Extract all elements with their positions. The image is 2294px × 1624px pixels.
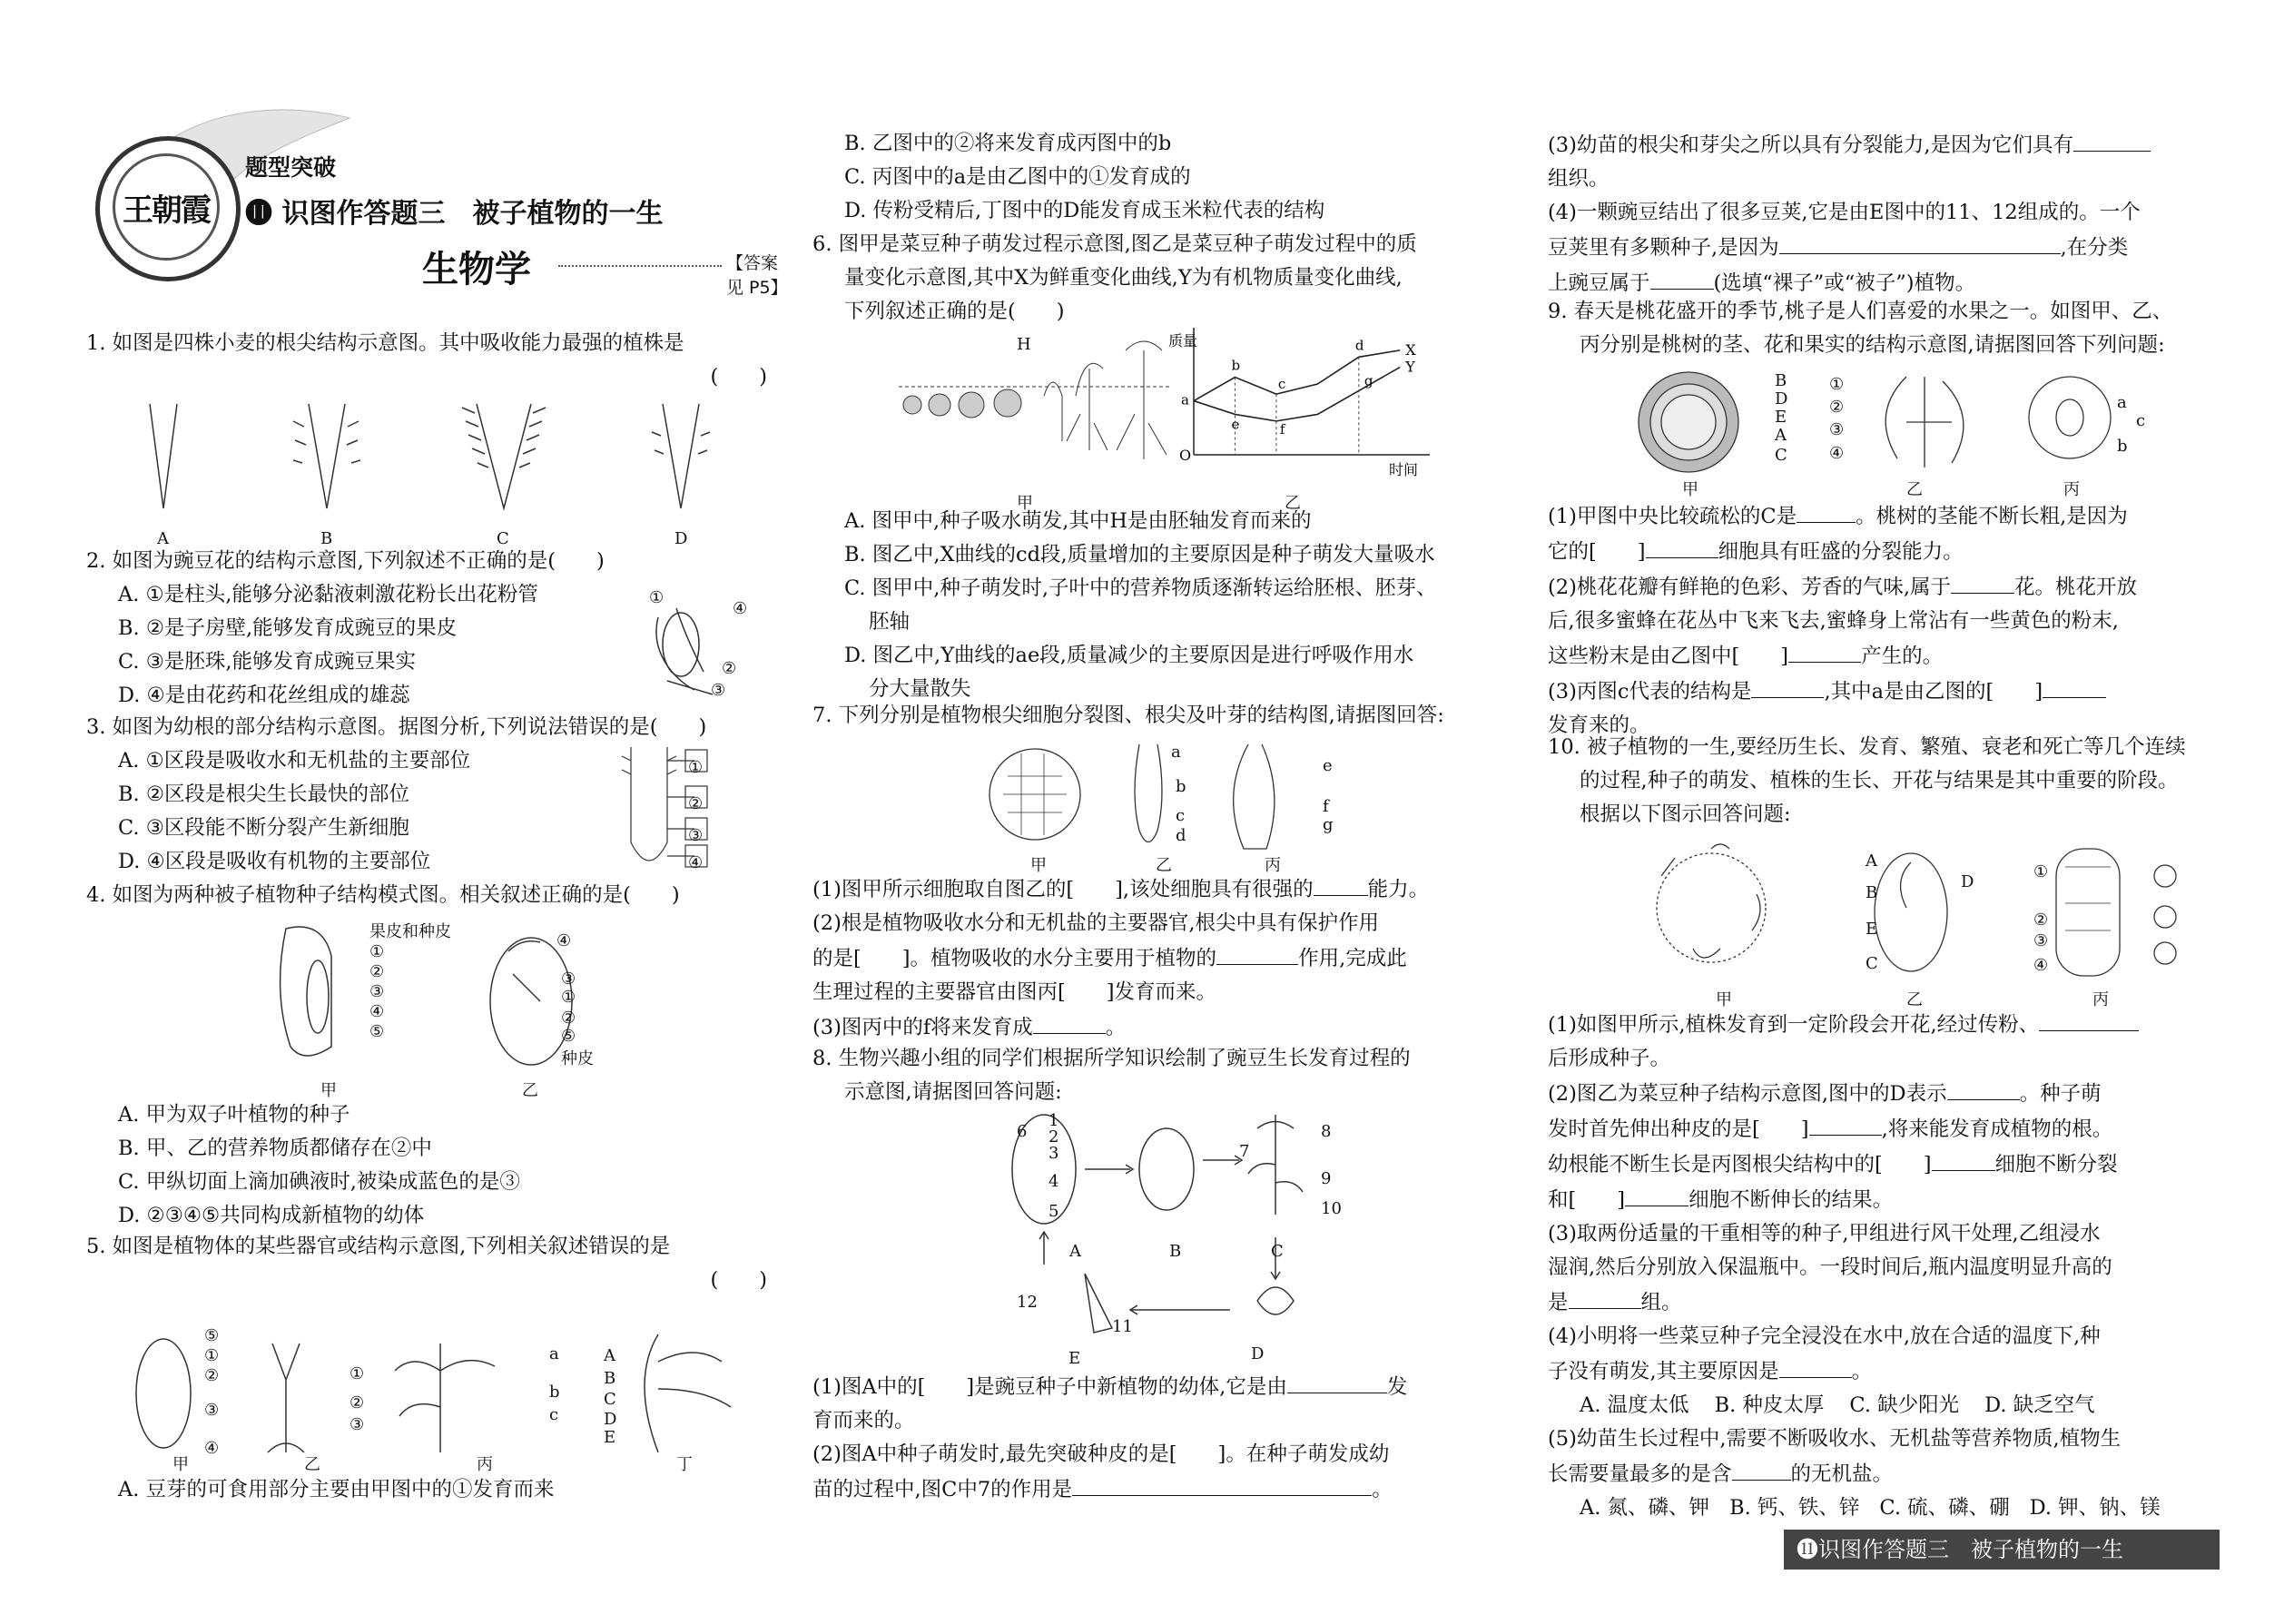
q10-part-4-line-2: 子没有萌发,其主要原因是 。 bbox=[1548, 1353, 2238, 1389]
q3-stem: 3. 如图为幼根的部分结构示意图。据图分析,下列说法错误的是( ) bbox=[86, 715, 707, 739]
q2-fig-label-1: ① bbox=[649, 588, 665, 607]
q10-p5-option-c[interactable]: C. 硫、磷、硼 bbox=[1879, 1496, 2010, 1520]
q5-option-d[interactable]: D. 传粉受精后,丁图中的D能发育成玉米粒代表的结构 bbox=[844, 199, 1325, 222]
q10-part-3-line-3: 是 组。 bbox=[1548, 1284, 2238, 1320]
q7-stem: 7. 下列分别是植物根尖细胞分裂图、根尖及叶芽的结构图,请据图回答: bbox=[812, 704, 1444, 727]
q3-fig-label-4: ④ bbox=[688, 853, 704, 872]
q8-fig-label-2: 2 bbox=[1049, 1127, 1059, 1147]
q10-part-3-line-2: 湿润,然后分别放入保温瓶中。一段时间后,瓶内温度明显升高的 bbox=[1548, 1255, 2112, 1279]
q9-jia-label-e: E bbox=[1775, 408, 1787, 427]
q8-fig-label-12: 12 bbox=[1017, 1293, 1038, 1312]
q8-fig-label-a: A bbox=[1069, 1242, 1081, 1261]
q8-fig-label-d: D bbox=[1251, 1344, 1265, 1363]
q10-p4-option-b[interactable]: B. 种皮太厚 bbox=[1714, 1393, 1825, 1417]
q10-blank-4[interactable] bbox=[1932, 1147, 1995, 1171]
q5-jia-label-4: ④ bbox=[204, 1439, 220, 1458]
q10-part-5-line-1: (5)幼苗生长过程中,需要不断吸收水、无机盐等营养物质,植物生 bbox=[1548, 1427, 2122, 1451]
q3-fig-label-1: ① bbox=[688, 758, 704, 777]
q10-blank-2[interactable] bbox=[1947, 1076, 2020, 1100]
q6-option-c-cont: 胚轴 bbox=[869, 610, 911, 634]
q2-option-b[interactable]: B. ②是子房壁,能够发育成豌豆的果皮 bbox=[118, 616, 458, 640]
q5-answer-paren: ( ) bbox=[710, 1268, 767, 1292]
q9-bing-label-c: c bbox=[2136, 411, 2146, 430]
q10-blank-5[interactable] bbox=[1625, 1182, 1689, 1206]
q5-yi-label-3: ③ bbox=[350, 1415, 365, 1434]
q7-part-2-line-3: 生理过程的主要器官由图丙[ ]发育而来。 bbox=[812, 980, 1217, 1004]
q9-part-3-line-1: (3)丙图c代表的结构是 ,其中a是由乙图的[ ] bbox=[1548, 674, 2238, 709]
q9-jia-label-b: B bbox=[1775, 371, 1787, 390]
origin-label: O bbox=[1179, 447, 1192, 464]
q5-bing-label-b: b bbox=[549, 1383, 560, 1402]
question-4 bbox=[86, 879, 776, 1227]
q10-stem-line-3: 根据以下图示回答问题: bbox=[1580, 802, 1791, 826]
q9-yi-label-1: ① bbox=[1829, 375, 1845, 394]
q8-part-3-line-2: 组织。 bbox=[1548, 167, 1610, 191]
question-3 bbox=[86, 711, 776, 879]
section-badge: 题型突破 bbox=[245, 154, 337, 181]
q5-caption-jia: 甲 bbox=[172, 1455, 189, 1474]
q10-part-2-line-1: (2)图乙为菜豆种子结构示意图,图中的D表示 。种子萌 bbox=[1548, 1076, 2238, 1111]
q10-blank-7[interactable] bbox=[1779, 1353, 1852, 1378]
q5-jia-label-5: ⑤ bbox=[204, 1326, 220, 1345]
q4-caption-jia: 甲 bbox=[320, 1081, 337, 1100]
q8-stem-line-2: 示意图,请据图回答问题: bbox=[844, 1080, 1062, 1104]
q5-caption-ding: 丁 bbox=[676, 1455, 693, 1474]
q4-yi-label-1: ① bbox=[561, 988, 576, 1007]
q8-part-4-line-2: 豆荚里有多颗种子,是因为 ,在分类 bbox=[1548, 230, 2238, 265]
q7-bing-label-f: f bbox=[1323, 797, 1329, 816]
q9-yi-label-3: ③ bbox=[1829, 420, 1845, 439]
q5-ding-label-a: A bbox=[604, 1346, 615, 1365]
q10-p4-option-a[interactable]: A. 温度太低 bbox=[1580, 1393, 1689, 1417]
q1-stem: 1. 如图是四株小麦的根尖结构示意图。其中吸收能力最强的植株是 bbox=[86, 331, 684, 355]
q7-yi-label-a: a bbox=[1171, 743, 1181, 762]
q4-stem: 4. 如图为两种被子植物种子结构模式图。相关叙述正确的是( ) bbox=[86, 883, 680, 907]
q9-part-2-line-3: 这些粉末是由乙图中[ ] 产生的。 bbox=[1548, 638, 2238, 674]
q10-yi-label-d: D bbox=[1961, 872, 1974, 891]
q8-fig-label-3: 3 bbox=[1049, 1144, 1059, 1163]
point-label-b: b bbox=[1231, 357, 1241, 374]
q1-label-d: D bbox=[674, 529, 688, 548]
q8-part-1-line-1: (1)图A中的[ ]是豌豆种子中新植物的幼体,它是由 发 bbox=[812, 1369, 1511, 1404]
q4-jia-label-pericarp: 果皮和种皮 bbox=[369, 922, 451, 941]
mass-change-chart bbox=[1167, 328, 1430, 478]
q4-option-d[interactable]: D. ②③④⑤共同构成新植物的幼体 bbox=[118, 1204, 425, 1227]
column-2 bbox=[812, 0, 1511, 1624]
peach-figure bbox=[1634, 368, 2179, 486]
q7-caption-jia: 甲 bbox=[1030, 856, 1047, 875]
point-label-f: f bbox=[1279, 420, 1285, 438]
q2-fig-label-4: ④ bbox=[733, 599, 748, 618]
q7-yi-label-b: b bbox=[1176, 777, 1186, 796]
question-1 bbox=[86, 327, 776, 548]
q4-jia-label-2: ② bbox=[369, 962, 385, 981]
q8-fig-label-e: E bbox=[1068, 1349, 1081, 1368]
q10-bing-label-1: ① bbox=[2033, 862, 2049, 881]
q9-yi-label-2: ② bbox=[1829, 398, 1845, 417]
q9-blank-4[interactable] bbox=[1788, 638, 1861, 663]
q2-option-a[interactable]: A. ①是柱头,能够分泌黏液刺激花粉长出花粉管 bbox=[118, 583, 538, 606]
q4-jia-label-5: ⑤ bbox=[369, 1022, 385, 1041]
q5-ding-label-b: B bbox=[604, 1369, 616, 1388]
q6-caption-jia: 甲 bbox=[1017, 494, 1033, 513]
q10-blank-1[interactable] bbox=[2039, 1007, 2139, 1031]
q10-p4-option-d[interactable]: D. 缺乏空气 bbox=[1984, 1393, 2095, 1417]
q6-option-a[interactable]: A. 图甲中,种子吸水萌发,其中H是由胚轴发育而来的 bbox=[844, 509, 1312, 533]
q10-part-5-options bbox=[1548, 1491, 2238, 1525]
q8-part-2-line-1: (2)图A中种子萌发时,最先突破种皮的是[ ]。在种子萌发成幼 bbox=[812, 1442, 1390, 1466]
q6-fig-label-h: H bbox=[1017, 335, 1031, 354]
q8-part-4-line-1: (4)一颗豌豆结出了很多豆荚,它是由E图中的11、12组成的。一个 bbox=[1548, 201, 2141, 224]
q1-label-b: B bbox=[320, 529, 333, 548]
question-2 bbox=[86, 545, 776, 713]
q9-yi-label-4: ④ bbox=[1829, 444, 1845, 463]
q5-bing-label-c: c bbox=[549, 1405, 559, 1424]
q9-caption-yi: 乙 bbox=[1906, 480, 1923, 499]
question-9 bbox=[1548, 295, 2238, 737]
q8-fig-label-c: C bbox=[1271, 1242, 1284, 1261]
q6-stem-line-2: 量变化示意图,其中X为鲜重变化曲线,Y为有机物质量变化曲线, bbox=[844, 266, 1403, 290]
q4-caption-yi: 乙 bbox=[522, 1081, 538, 1100]
q7-yi-label-c: c bbox=[1176, 806, 1186, 825]
q9-stem-line-2: 丙分别是桃树的茎、花和果实的结构示意图,请据图回答下列问题: bbox=[1580, 333, 2165, 357]
point-label-c: c bbox=[1277, 376, 1286, 393]
q8-fig-label-11: 11 bbox=[1112, 1317, 1133, 1336]
q8-part-1-line-2: 育而来的。 bbox=[812, 1409, 915, 1432]
q9-stem-line-1: 9. 春天是桃花盛开的季节,桃子是人们喜爱的水果之一。如图甲、乙、 bbox=[1548, 300, 2173, 323]
point-label-d: d bbox=[1354, 337, 1364, 354]
q9-blank-3[interactable] bbox=[1951, 569, 2014, 594]
q6-option-d[interactable]: D. 图乙中,Y曲线的ae段,质量减少的主要原因是进行呼吸作用水 bbox=[844, 644, 1414, 667]
q5-ding-label-c: C bbox=[604, 1390, 616, 1409]
q5-jia-label-3: ③ bbox=[204, 1401, 220, 1420]
question-10 bbox=[1548, 731, 2238, 1520]
q8-fig-label-6: 6 bbox=[1017, 1122, 1028, 1141]
q3-option-d[interactable]: D. ④区段是吸收有机物的主要部位 bbox=[118, 850, 431, 873]
series-label-y: Y bbox=[1405, 358, 1415, 376]
q10-part-4-options bbox=[1548, 1389, 2238, 1422]
q9-part-2-line-1: (2)桃花花瓣有鲜艳的色彩、芳香的气味,属于 花。桃花开放 bbox=[1548, 569, 2238, 605]
q5-yi-label-1: ① bbox=[350, 1364, 365, 1383]
q9-part-1-line-1: (1)甲图中央比较疏松的C是 。桃树的茎能不断长粗,是因为 bbox=[1548, 498, 2238, 534]
q5-caption-bing: 丙 bbox=[477, 1455, 493, 1474]
series-label-x: X bbox=[1405, 340, 1416, 359]
q10-part-1-line-1: (1)如图甲所示,植株发育到一定阶段会开花,经过传粉、 bbox=[1548, 1007, 2238, 1042]
q3-fig-label-3: ③ bbox=[688, 826, 704, 845]
q2-option-c[interactable]: C. ③是胚珠,能够发育成豌豆果实 bbox=[118, 650, 417, 674]
q3-option-a[interactable]: A. ①区段是吸收水和无机盐的主要部位 bbox=[118, 749, 471, 773]
q8-fig-label-7: 7 bbox=[1239, 1142, 1250, 1161]
q5-ding-label-e: E bbox=[604, 1428, 616, 1447]
question-5 bbox=[86, 1230, 776, 1501]
q3-option-b[interactable]: B. ②区段是根尖生长最快的部位 bbox=[118, 782, 410, 806]
q10-part-2-line-4: 和[ ] 细胞不断伸长的结果。 bbox=[1548, 1182, 2238, 1217]
q9-caption-bing: 丙 bbox=[2063, 480, 2080, 499]
root-cell-figure bbox=[994, 740, 1339, 858]
q10-p5-option-b[interactable]: B. 钙、铁、锌 bbox=[1729, 1496, 1860, 1520]
q4-option-b[interactable]: B. 甲、乙的营养物质都储存在②中 bbox=[118, 1137, 432, 1160]
q10-blank-8[interactable] bbox=[1732, 1456, 1791, 1481]
q9-blank-1[interactable] bbox=[1797, 498, 1856, 523]
question-8 bbox=[812, 1042, 1511, 1501]
q10-p4-option-c[interactable]: C. 缺少阳光 bbox=[1849, 1393, 1960, 1417]
q8-fig-label-b: B bbox=[1169, 1242, 1182, 1261]
q9-jia-label-d: D bbox=[1775, 389, 1788, 408]
q10-bing-label-4: ④ bbox=[2033, 956, 2049, 975]
q8-continued bbox=[1548, 127, 2238, 300]
point-label-a: a bbox=[1181, 391, 1189, 408]
q1-answer-paren: ( ) bbox=[710, 365, 767, 389]
q6-stem-line-1: 6. 图甲是菜豆种子萌发过程示意图,图乙是菜豆种子萌发过程中的质 bbox=[812, 232, 1417, 256]
q10-blank-6[interactable] bbox=[1569, 1284, 1641, 1309]
q8-stem-line-1: 8. 生物兴趣小组的同学们根据所学知识绘制了豌豆生长发育过程的 bbox=[812, 1047, 1411, 1070]
q5-options-continued bbox=[812, 127, 1511, 228]
q9-blank-2[interactable] bbox=[1646, 534, 1718, 558]
q6-option-d-cont: 分大量散失 bbox=[869, 677, 971, 701]
q8-part-2-line-2: 苗的过程中,图C中7的作用是 。 bbox=[812, 1471, 1511, 1507]
q8-blank-5[interactable] bbox=[1650, 265, 1714, 290]
q10-caption-bing: 丙 bbox=[2092, 990, 2109, 1009]
q4-option-a[interactable]: A. 甲为双子叶植物的种子 bbox=[118, 1103, 350, 1127]
q5-option-c[interactable]: C. 丙图中的a是由乙图中的①发育成的 bbox=[844, 165, 1191, 189]
q10-yi-label-a: A bbox=[1866, 851, 1877, 871]
question-7 bbox=[812, 699, 1511, 1039]
q10-p5-option-d[interactable]: D. 钾、钠、镁 bbox=[2029, 1496, 2161, 1520]
q10-p5-option-a[interactable]: A. 氮、磷、钾 bbox=[1580, 1496, 1710, 1520]
q3-fig-label-2: ② bbox=[688, 794, 704, 813]
q9-jia-label-a: A bbox=[1775, 426, 1787, 445]
q7-part-1: (1)图甲所示细胞取自图乙的[ ],该处细胞具有很强的 能力。 bbox=[812, 871, 1511, 907]
q5-option-b[interactable]: B. 乙图中的②将来发育成丙图中的b bbox=[844, 132, 1172, 155]
unit-title: ⓫ 识图作答题三 被子植物的一生 bbox=[245, 198, 664, 230]
q8-blank-2[interactable] bbox=[1072, 1471, 1372, 1496]
bean-germination-figure bbox=[899, 332, 1171, 468]
q10-bing-label-3: ③ bbox=[2033, 931, 2049, 950]
q5-caption-yi: 乙 bbox=[304, 1455, 320, 1474]
q7-caption-bing: 丙 bbox=[1265, 856, 1281, 875]
q9-part-2-line-2: 后,很多蜜蜂在花丛中飞来飞去,蜜蜂身上常沾有一些黄色的粉末, bbox=[1548, 609, 2119, 633]
q10-part-1-line-2: 后形成种子。 bbox=[1548, 1047, 1671, 1070]
q9-blank-6[interactable] bbox=[2043, 674, 2106, 698]
q5-ding-label-d: D bbox=[604, 1410, 617, 1429]
q8-fig-label-4: 4 bbox=[1049, 1172, 1059, 1191]
q8-fig-label-9: 9 bbox=[1321, 1169, 1332, 1188]
q8-blank-4[interactable] bbox=[1779, 230, 2061, 254]
q4-jia-label-4: ④ bbox=[369, 1002, 385, 1021]
question-6 bbox=[812, 228, 1511, 701]
q5-yi-label-2: ② bbox=[350, 1393, 365, 1412]
q2-fig-label-3: ③ bbox=[711, 681, 726, 700]
column-3 bbox=[1548, 0, 2238, 1624]
q5-option-a[interactable]: A. 豆芽的可食用部分主要由甲图中的①发育而来 bbox=[118, 1478, 555, 1501]
q7-part-2-line-2: 的是[ ]。植物吸收的水分主要用于植物的 作用,完成此 bbox=[812, 940, 1511, 976]
q7-bing-label-e: e bbox=[1323, 756, 1333, 775]
q1-label-c: C bbox=[497, 529, 509, 548]
q4-yi-label-2: ② bbox=[561, 1009, 576, 1028]
q2-stem: 2. 如图为豌豆花的结构示意图,下列叙述不正确的是( ) bbox=[86, 549, 605, 573]
q4-jia-label-3: ③ bbox=[369, 982, 385, 1001]
q4-yi-label-3: ③ bbox=[561, 969, 576, 989]
q10-stem-line-2: 的过程,种子的萌发、植株的生长、开花与结果是其中重要的阶段。 bbox=[1580, 769, 2179, 792]
q8-blank-3[interactable] bbox=[2073, 127, 2151, 152]
q5-bing-label-a: a bbox=[549, 1344, 559, 1363]
q6-option-c[interactable]: C. 图甲中,种子萌发时,子叶中的营养物质逐渐转运给胚根、胚芽、 bbox=[844, 576, 1437, 600]
page-footer: ⓫识图作答题三 被子植物的一生 bbox=[1784, 1530, 2220, 1570]
q4-yi-label-seedcoat: 种皮 bbox=[561, 1049, 594, 1068]
q7-blank-3[interactable] bbox=[1033, 1009, 1106, 1034]
q9-caption-jia: 甲 bbox=[1682, 480, 1698, 499]
q7-caption-yi: 乙 bbox=[1156, 856, 1172, 875]
logo-text: 王朝霞 bbox=[123, 192, 210, 229]
q8-part-3-line-1: (3)幼苗的根尖和芽尖之所以具有分裂能力,是因为它们具有 bbox=[1548, 127, 2238, 162]
q4-option-c[interactable]: C. 甲纵切面上滴加碘液时,被染成蓝色的是③ bbox=[118, 1170, 520, 1194]
q7-blank-1[interactable] bbox=[1314, 871, 1368, 896]
q10-part-5-line-2: 长需要量最多的是含 的无机盐。 bbox=[1548, 1456, 2238, 1491]
point-label-g: g bbox=[1364, 372, 1373, 389]
plant-life-cycle-figure bbox=[1620, 840, 2210, 976]
q7-bing-label-g: g bbox=[1323, 815, 1334, 834]
q5-stem: 5. 如图是植物体的某些器官或结构示意图,下列相关叙述错误的是 bbox=[86, 1235, 671, 1258]
q4-yi-label-4: ④ bbox=[556, 931, 572, 950]
q5-jia-label-2: ② bbox=[204, 1366, 220, 1385]
q10-caption-yi: 乙 bbox=[1906, 990, 1923, 1009]
q1-label-a: A bbox=[157, 529, 169, 548]
q6-stem-line-3: 下列叙述正确的是( ) bbox=[844, 300, 1065, 323]
q8-fig-label-1: 1 bbox=[1049, 1111, 1059, 1130]
q9-part-1-line-2: 它的[ ] 细胞具有旺盛的分裂能力。 bbox=[1548, 534, 2238, 569]
q2-fig-label-2: ② bbox=[722, 659, 737, 678]
answer-reference: 【答案见 P5】 bbox=[726, 253, 788, 298]
y-axis-label: 质量 bbox=[1168, 332, 1198, 349]
q8-fig-label-10: 10 bbox=[1321, 1199, 1342, 1218]
q8-blank-1[interactable] bbox=[1287, 1369, 1387, 1393]
q10-yi-label-b: B bbox=[1866, 883, 1878, 902]
q7-part-3: (3)图丙中的f将来发育成 。 bbox=[812, 1009, 1511, 1045]
q8-part-4-line-3: 上豌豆属于 (选填“裸子”或“被子”)植物。 bbox=[1548, 265, 2238, 300]
q6-caption-yi: 乙 bbox=[1285, 494, 1301, 513]
q9-part-3-line-2: 发育来的。 bbox=[1548, 714, 1650, 737]
q9-bing-label-b: b bbox=[2117, 437, 2128, 456]
column-1 bbox=[86, 0, 776, 1624]
q8-fig-label-5: 5 bbox=[1049, 1202, 1059, 1221]
x-axis-label: 时间 bbox=[1389, 461, 1419, 478]
q6-option-b[interactable]: B. 图乙中,X曲线的cd段,质量增加的主要原因是种子萌发大量吸水 bbox=[844, 543, 1435, 566]
q10-yi-label-c: C bbox=[1866, 954, 1878, 973]
q3-option-c[interactable]: C. ③区段能不断分裂产生新细胞 bbox=[118, 816, 409, 840]
q10-yi-label-e: E bbox=[1866, 920, 1878, 939]
q9-jia-label-c: C bbox=[1775, 446, 1787, 465]
q1-root-tips-figure bbox=[113, 399, 767, 517]
q10-part-3-line-1: (3)取两份适量的干重相等的种子,甲组进行风干处理,乙组浸水 bbox=[1548, 1222, 2101, 1245]
q7-yi-label-d: d bbox=[1176, 826, 1186, 845]
q10-part-2-line-2: 发时首先伸出种皮的是[ ] ,将来能发育成植物的根。 bbox=[1548, 1111, 2238, 1147]
q10-blank-3[interactable] bbox=[1809, 1111, 1882, 1136]
subject-title: 生物学 bbox=[422, 249, 531, 290]
q5-jia-label-1: ① bbox=[204, 1346, 220, 1365]
q2-option-d[interactable]: D. ④是由花药和花丝组成的雄蕊 bbox=[118, 684, 410, 707]
q10-caption-jia: 甲 bbox=[1716, 990, 1732, 1009]
q10-bing-label-2: ② bbox=[2033, 910, 2049, 930]
q9-blank-5[interactable] bbox=[1751, 674, 1824, 698]
point-label-e: e bbox=[1231, 416, 1240, 433]
q7-blank-2[interactable] bbox=[1216, 940, 1298, 965]
q4-yi-label-5: ⑤ bbox=[561, 1027, 576, 1046]
q4-jia-label-1: ① bbox=[369, 942, 385, 961]
q10-part-4-line-1: (4)小明将一些菜豆种子完全浸没在水中,放在合适的温度下,种 bbox=[1548, 1324, 2101, 1348]
q7-part-2-line-1: (2)根是植物吸收水分和无机盐的主要器官,根尖中具有保护作用 bbox=[812, 911, 1380, 935]
q10-stem-line-1: 10. 被子植物的一生,要经历生长、发育、繁殖、衰老和死亡等几个连续 bbox=[1548, 735, 2186, 759]
q8-fig-label-8: 8 bbox=[1321, 1122, 1332, 1141]
q10-part-2-line-3: 幼根能不断生长是丙图根尖结构中的[ ] 细胞不断分裂 bbox=[1548, 1147, 2238, 1182]
q9-bing-label-a: a bbox=[2117, 393, 2127, 412]
